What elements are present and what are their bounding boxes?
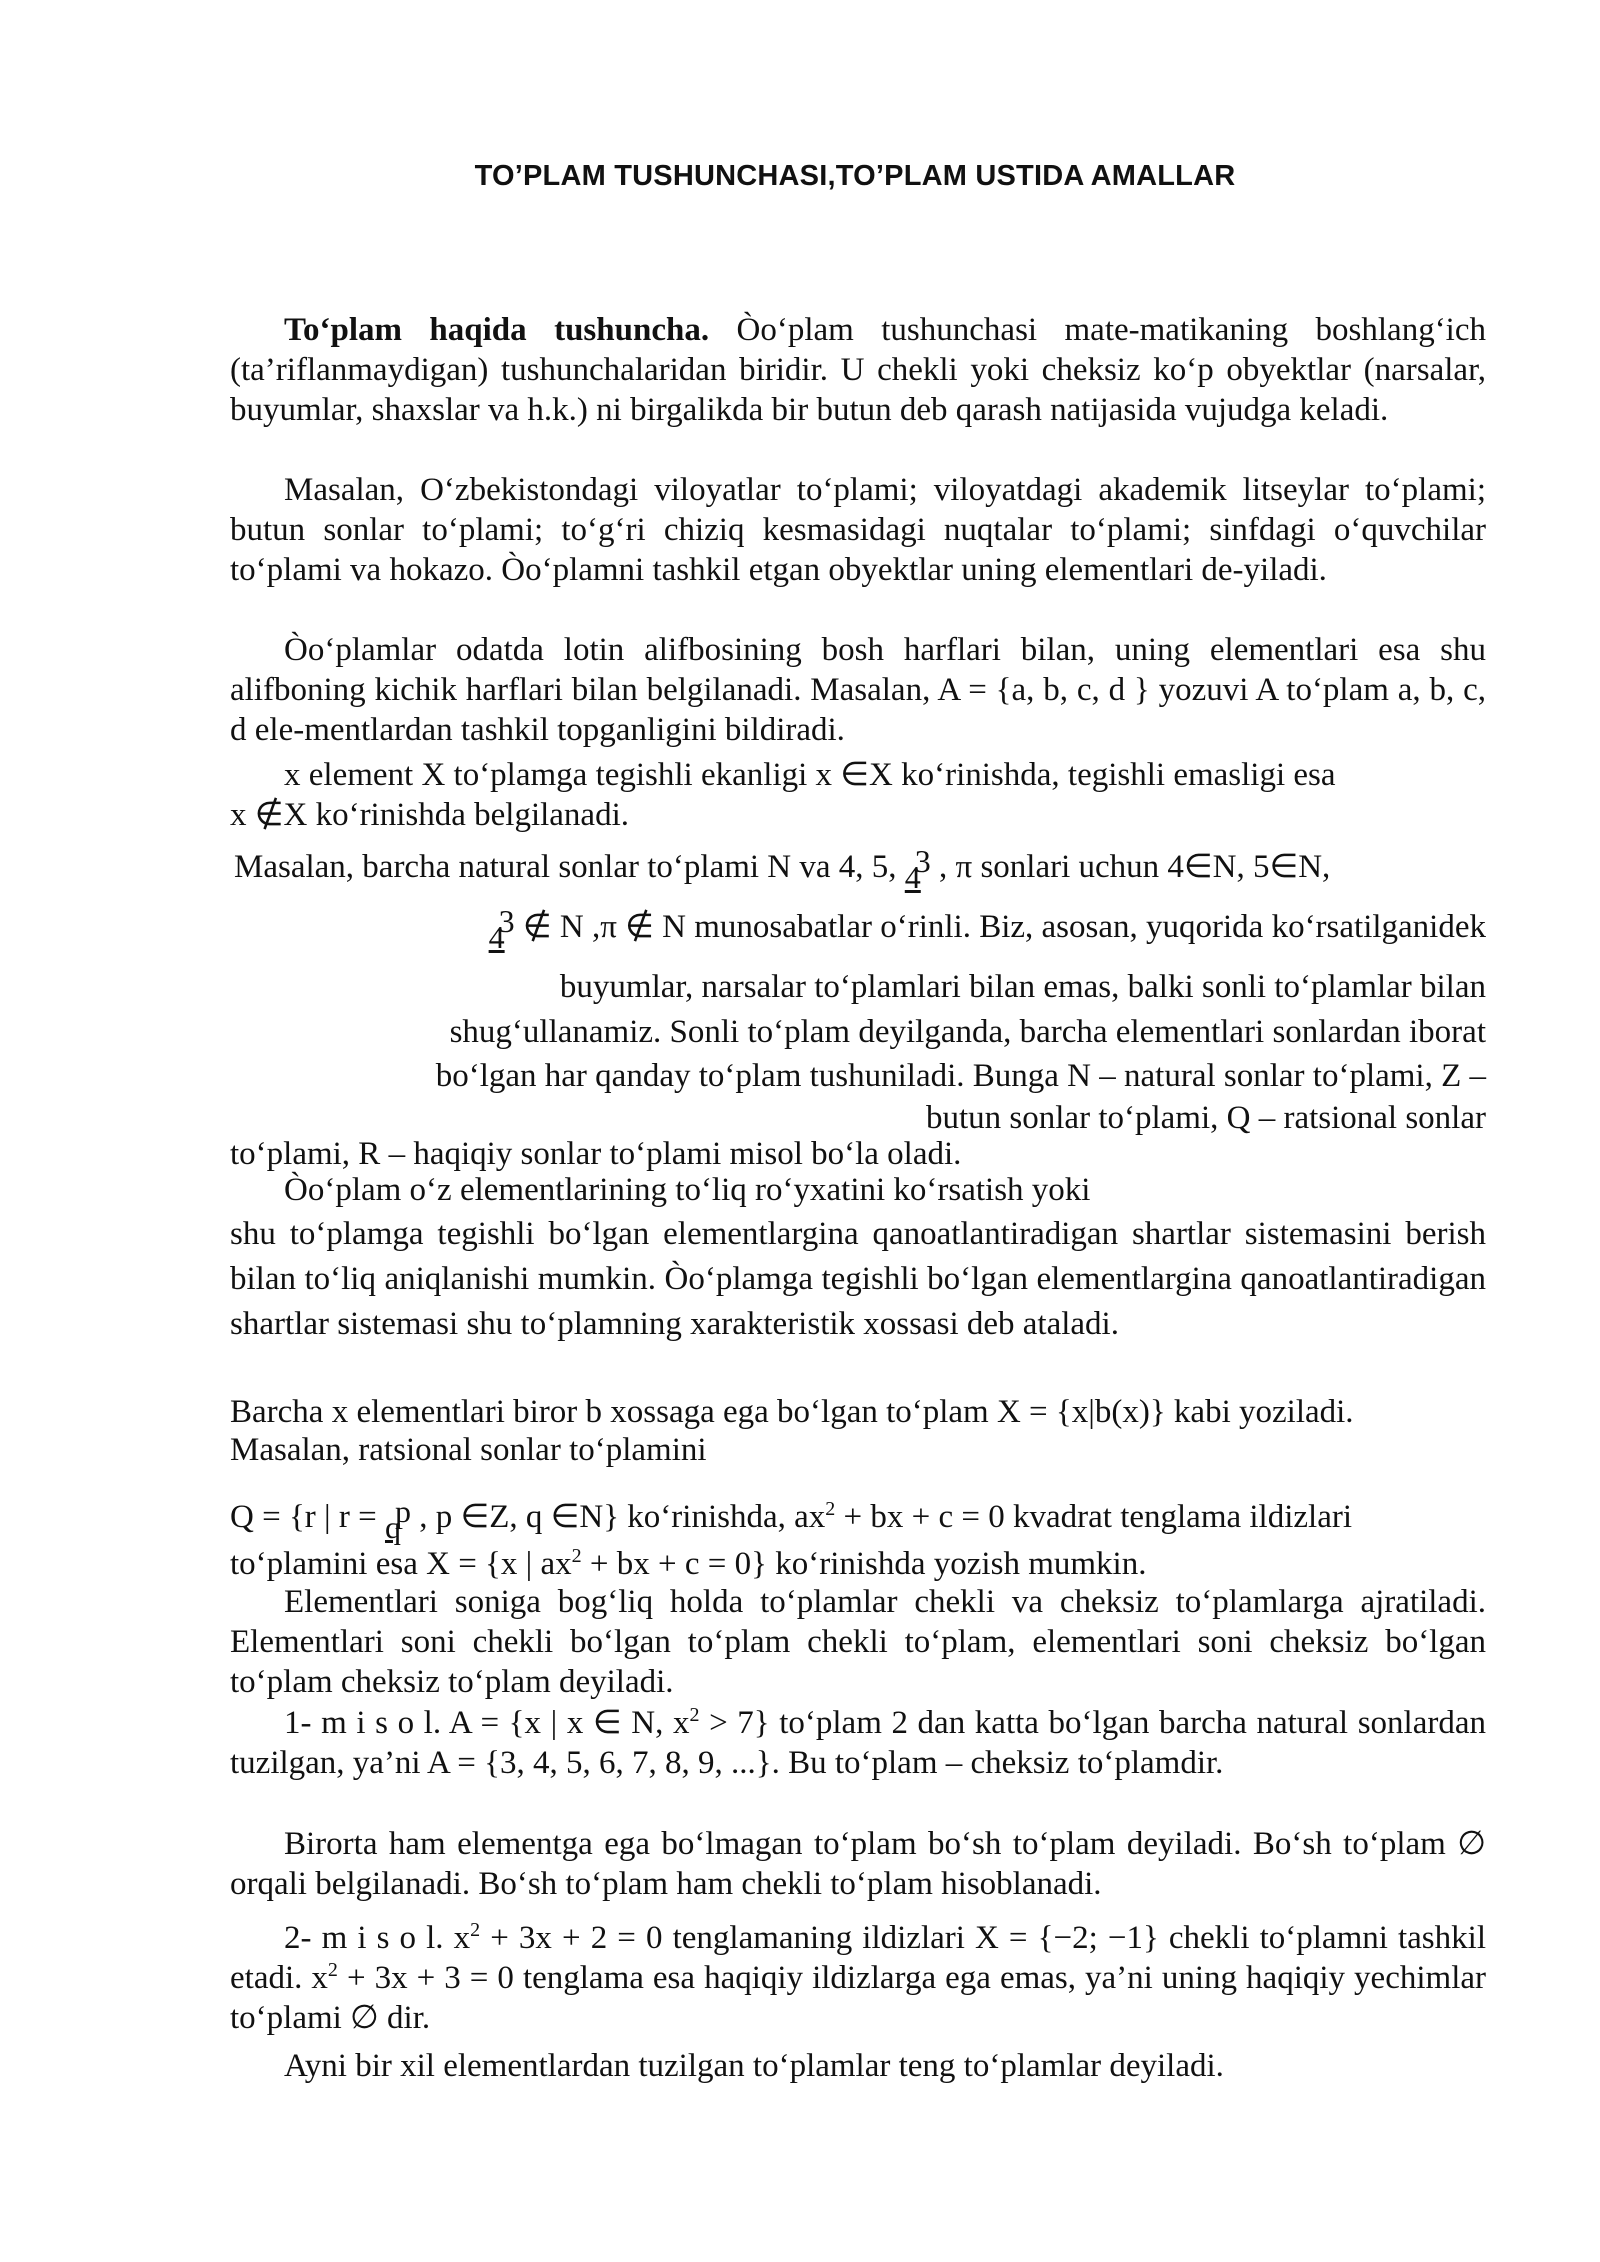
fraction-numerator: 3	[914, 843, 931, 879]
paragraph-empty-set: Birorta ham elementga ega bo‘lmagan to‘plam bo‘sh to‘plam deyiladi. Bo‘sh to‘plam ∅ orqali belgilanadi. Bo‘sh to‘plam ham chekli to‘plam hisoblanadi.	[230, 1826, 1486, 1902]
paragraph-natural-line6: butun sonlar to‘plami, Q – ratsional sonlar	[926, 1100, 1486, 1136]
section-heading: To‘plam haqida tushuncha.	[284, 312, 710, 348]
superscript: 2	[327, 1959, 338, 1981]
text-run: , p ∈Z, q ∈N} ko‘rinishda, ax	[410, 1499, 826, 1535]
paragraph-equal-sets: Ayni bir xil elementlardan tuzilgan to‘plamlar teng to‘plamlar deyiladi.	[284, 2048, 1224, 2084]
fraction-denominator: 4	[904, 859, 921, 895]
fraction-three-quarters	[904, 843, 931, 895]
fraction-numerator: 3	[498, 903, 515, 939]
text-run: > 7} to‘plam 2 dan katta bo‘lgan barcha natural sonlardan tuzilgan, ya’ni A = {3, 4, 5, 6, 7, 8, 9, ...}. Bu to‘plam – cheksiz to‘plamdir.	[230, 1705, 1486, 1781]
text-run: 2- m i s o l. x	[284, 1920, 471, 1956]
text-run: + 3x + 3 = 0 tenglama esa haqiqiy ildizlarga ega emas, ya’ni uning haqiqiy yechimlar to‘plami ∅ dir.	[230, 1960, 1486, 2036]
page-title: TO’PLAM TUSHUNCHASI,TO’PLAM USTIDA AMALLAR	[474, 160, 1236, 192]
paragraph-rational-set	[230, 1494, 1486, 1587]
text-run: ∉ N ,π ∉ N munosabatlar o‘rinli. Biz, asosan, yuqorida ko‘rsatilganidek	[514, 909, 1486, 945]
paragraph-example-1	[230, 1703, 1486, 1783]
paragraph-characteristic: shu to‘plamga tegishli bo‘lgan elementlargina qanoatlantiradigan shartlar sistemasini berish bilan to‘liq aniqlanishi mumkin. Òo‘plamga tegishli bo‘lgan elementlargina qanoatlantiradigan shartlar sistemasi shu to‘plamning xarakteristik xossasi deb ataladi.	[230, 1216, 1486, 1342]
fraction-three-quarters	[488, 903, 515, 955]
text-run: Q = {r | r =	[230, 1499, 385, 1535]
fraction-numerator: p	[394, 1493, 411, 1529]
text-run: + bx + c = 0 kvadrat tenglama ildizlari	[835, 1499, 1353, 1535]
text-run: + 3x + 2 = 0 tenglamaning ildizlari X = {−2; −1} chekli to‘plamni tashkil etadi. x	[230, 1920, 1486, 1996]
paragraph-property-line2: Masalan, ratsional sonlar to‘plamini	[230, 1432, 707, 1468]
paragraph-natural-line1	[234, 843, 1490, 895]
paragraph-definition	[230, 310, 1486, 430]
paragraph-membership-line1: x element X to‘plamga tegishli ekanligi x ∈X ko‘rinishda, tegishli emasligi esa	[284, 757, 1336, 793]
paragraph-natural-line3: buyumlar, narsalar to‘plamlari bilan emas, balki sonli to‘plamlar bilan	[559, 969, 1486, 1005]
paragraph-examples: Masalan, O‘zbekistondagi viloyatlar to‘plami; viloyatdagi akademik litseylar to‘plami; butun sonlar to‘plami; to‘g‘ri chiziq kesmasidagi nuqtalar to‘plami; sinfdagi o‘quvchilar to‘plami va hokazo. Òo‘plamni tashkil etgan obyektlar uning elementlari de-yiladi.	[230, 472, 1486, 588]
paragraph-property-line1: Barcha x elementlari biror b xossaga ega bo‘lgan to‘plam X = {x|b(x)} kabi yoziladi.	[230, 1394, 1354, 1430]
paragraph-natural-line4: shug‘ullanamiz. Sonli to‘plam deyilganda, barcha elementlari sonlardan iborat	[449, 1014, 1486, 1050]
paragraph-membership-line2: x ∉X ko‘rinishda belgilanadi.	[230, 797, 629, 833]
text-run: to‘plamini esa X = {x | ax	[230, 1546, 572, 1582]
text-run: , π sonlari uchun 4∈N, 5∈N,	[930, 849, 1331, 885]
text-run: 1- m i s o l. A = {x | x ∈ N, x	[284, 1705, 690, 1741]
fraction-denominator: q	[384, 1509, 401, 1545]
paragraph-natural-line5: bo‘lgan har qanday to‘plam tushuniladi. Bunga N – natural sonlar to‘plami, Z –	[435, 1058, 1486, 1094]
paragraph-notation: Òo‘plamlar odatda lotin alifbosining bosh harflari bilan, uning elementlari esa shu alifboning kichik harflari bilan belgilanadi. Masalan, A = {a, b, c, d } yozuvi A to‘plam a, b, c, d ele-mentlardan tashkil topganligini bildiradi.	[230, 632, 1486, 748]
superscript: 2	[689, 1704, 700, 1726]
superscript: 2	[825, 1498, 836, 1520]
superscript: 2	[470, 1919, 481, 1941]
fraction-denominator: 4	[488, 919, 505, 955]
paragraph-natural-line2	[230, 903, 1486, 955]
paragraph-text: Òo‘plam tushunchasi mate-matikaning boshlang‘ich (ta’riflanmaydigan) tushunchalaridan biridir. U chekli yoki cheksiz ko‘p obyektlar (narsalar, buyumlar, shaxslar va h.k.) ni birgalikda bir butun deb qarash natijasida vujudga keladi.	[230, 312, 1486, 428]
paragraph-example-2	[230, 1918, 1486, 2038]
text-run: Masalan, barcha natural sonlar to‘plami N va 4, 5,	[234, 849, 905, 885]
superscript: 2	[571, 1545, 582, 1567]
paragraph-finite-infinite: Elementlari soniga bog‘liq holda to‘plamlar chekli va cheksiz to‘plamlarga ajratiladi. Elementlari soni chekli bo‘lgan to‘plam chekli to‘plam, elementlari soni cheksiz bo‘lgan to‘plam cheksiz to‘plam deyiladi.	[230, 1584, 1486, 1700]
paragraph-natural-line7: to‘plami, R – haqiqiy sonlar to‘plami misol bo‘la oladi.	[230, 1136, 962, 1172]
text-run: + bx + c = 0} ko‘rinishda yozish mumkin.	[581, 1546, 1147, 1582]
paragraph-characteristic-line1: Òo‘plam o‘z elementlarining to‘liq ro‘yxatini ko‘rsatish yoki	[284, 1172, 1091, 1208]
fraction-p-over-q	[384, 1493, 411, 1545]
